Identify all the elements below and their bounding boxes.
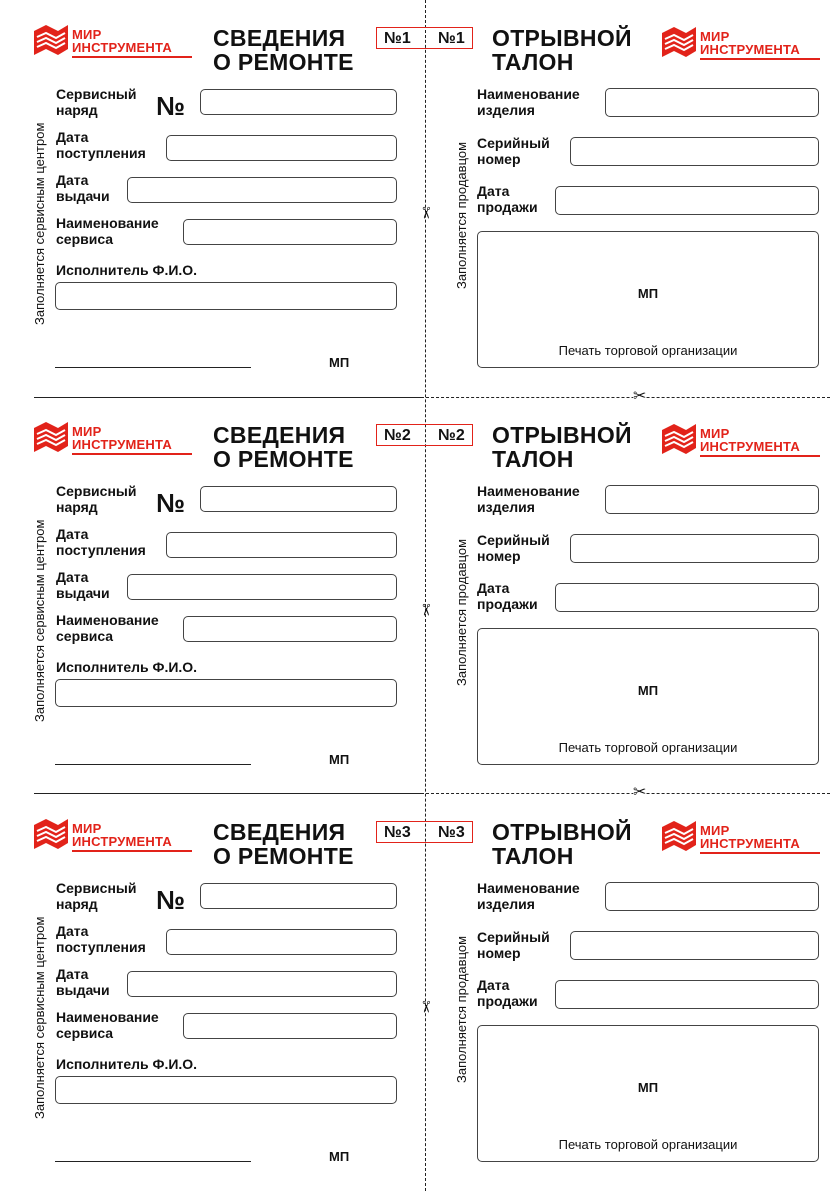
coupon-section-1 [0, 0, 839, 397]
coupon-title-line1: ОТРЫВНОЙ [492, 422, 632, 448]
issued-date-field[interactable] [127, 177, 397, 203]
repair-title-line2: О РЕМОНТЕ [213, 843, 354, 869]
repair-side-text: Заполняется сервисным центром [32, 916, 47, 1119]
service-order-label [56, 86, 136, 118]
brand-logo-icon [662, 27, 696, 57]
brand-logo [662, 424, 822, 460]
scissors-icon: ✂ [416, 603, 434, 617]
stamp-caption: Печать торговой организации [558, 1137, 738, 1152]
brand-logo [662, 821, 822, 857]
received-date-label [56, 923, 146, 955]
brand-logo [34, 819, 194, 855]
service-name-label [56, 1009, 159, 1041]
serial-number-label-line1: Серийный [477, 532, 550, 548]
repair-title-line1: СВЕДЕНИЯ [213, 819, 346, 845]
brand-name-line2: ИНСТРУМЕНТА [700, 439, 800, 454]
store-stamp-area[interactable] [477, 231, 819, 368]
store-stamp-area[interactable] [477, 1025, 819, 1162]
service-name-field[interactable] [183, 219, 397, 245]
coupon-number-left: №1 [384, 30, 411, 47]
executor-field[interactable] [55, 1076, 397, 1104]
received-date-label-line2: поступления [56, 542, 146, 558]
product-name-field[interactable] [605, 88, 819, 117]
brand-underline [72, 850, 192, 852]
brand-name-line1: МИР [700, 426, 730, 441]
issued-date-label-line2: выдачи [56, 188, 110, 204]
signature-line [55, 1161, 251, 1162]
brand-name-line1: МИР [700, 29, 730, 44]
issued-date-label-line1: Дата [56, 172, 89, 188]
sale-date-label [477, 977, 538, 1009]
received-date-label [56, 526, 146, 558]
serial-number-label [477, 929, 550, 961]
brand-logo [34, 422, 194, 458]
number-sign: № [156, 488, 185, 518]
coupon-title-line2: ТАЛОН [492, 843, 574, 869]
service-order-label-line2: наряд [56, 896, 98, 912]
sale-date-field[interactable] [555, 583, 819, 612]
issued-date-label [56, 569, 110, 601]
service-order-label-line2: наряд [56, 102, 98, 118]
product-name-label [477, 483, 580, 515]
coupon-number-box [376, 821, 473, 843]
service-name-label-line1: Наименование [56, 612, 159, 628]
service-name-field[interactable] [183, 616, 397, 642]
repair-title [213, 820, 354, 868]
serial-number-label-line1: Серийный [477, 929, 550, 945]
service-order-field[interactable] [200, 883, 397, 909]
repair-stamp-mark: МП [329, 752, 350, 767]
stamp-mark: МП [637, 683, 659, 698]
issued-date-label-line1: Дата [56, 569, 89, 585]
coupon-title-line1: ОТРЫВНОЙ [492, 25, 632, 51]
scissors-icon: ✂ [633, 784, 647, 801]
service-order-label-line1: Сервисный [56, 880, 137, 896]
sale-date-label [477, 580, 538, 612]
coupon-side-text: Заполняется продавцом [454, 141, 469, 289]
brand-name-line2: ИНСТРУМЕНТА [72, 834, 172, 849]
repair-title-line1: СВЕДЕНИЯ [213, 25, 346, 51]
service-name-label-line1: Наименование [56, 1009, 159, 1025]
product-name-label [477, 86, 580, 118]
brand-name-line1: МИР [72, 424, 102, 439]
received-date-label-line2: поступления [56, 145, 146, 161]
coupon-side-text: Заполняется продавцом [454, 538, 469, 686]
received-date-label [56, 129, 146, 161]
brand-name-line1: МИР [72, 27, 102, 42]
brand-logo-icon [662, 821, 696, 851]
coupon-section-2 [0, 397, 839, 794]
scissors-icon: ✂ [633, 388, 647, 405]
brand-name-line2: ИНСТРУМЕНТА [700, 836, 800, 851]
sale-date-field[interactable] [555, 186, 819, 215]
section-divider-line [34, 397, 424, 398]
service-name-label-line2: сервиса [56, 1025, 114, 1041]
received-date-label-line1: Дата [56, 129, 89, 145]
brand-logo [662, 27, 822, 63]
service-order-label-line1: Сервисный [56, 86, 137, 102]
issued-date-label [56, 172, 110, 204]
coupon-side-text: Заполняется продавцом [454, 935, 469, 1083]
serial-number-label-line2: номер [477, 151, 521, 167]
brand-logo [34, 25, 194, 61]
executor-label: Исполнитель Ф.И.О. [56, 1056, 198, 1072]
brand-name-line2: ИНСТРУМЕНТА [72, 40, 172, 55]
brand-underline [700, 58, 820, 60]
serial-number-label [477, 532, 550, 564]
coupon-title [492, 423, 632, 471]
coupon-number-left: №2 [384, 427, 411, 444]
coupon-title [492, 820, 632, 868]
sale-date-label-line2: продажи [477, 596, 538, 612]
product-name-label-line2: изделия [477, 499, 535, 515]
coupon-number-box [376, 424, 473, 446]
brand-underline [72, 56, 192, 58]
cut-line-dashed [426, 397, 830, 398]
sale-date-label-line2: продажи [477, 993, 538, 1009]
received-date-field[interactable] [166, 929, 397, 955]
repair-side-text: Заполняется сервисным центром [32, 519, 47, 722]
received-date-label-line2: поступления [56, 939, 146, 955]
executor-field[interactable] [55, 282, 397, 310]
received-date-field[interactable] [166, 532, 397, 558]
service-name-label [56, 612, 159, 644]
brand-underline [700, 852, 820, 854]
product-name-field[interactable] [605, 485, 819, 514]
received-date-field[interactable] [166, 135, 397, 161]
brand-name-line1: МИР [700, 823, 730, 838]
repair-stamp-mark: МП [329, 355, 350, 370]
coupon-title-line1: ОТРЫВНОЙ [492, 819, 632, 845]
cut-line-dashed [426, 793, 830, 794]
repair-side-text: Заполняется сервисным центром [32, 122, 47, 325]
serial-number-field[interactable] [570, 534, 819, 563]
issued-date-field[interactable] [127, 574, 397, 600]
coupon-number-right: №1 [438, 30, 465, 47]
number-sign: № [156, 91, 185, 121]
sale-date-label-line2: продажи [477, 199, 538, 215]
brand-name-line2: ИНСТРУМЕНТА [700, 42, 800, 57]
serial-number-label-line2: номер [477, 548, 521, 564]
coupon-title-line2: ТАЛОН [492, 49, 574, 75]
service-name-label-line1: Наименование [56, 215, 159, 231]
brand-logo-icon [662, 424, 696, 454]
scissors-icon: ✂ [416, 1000, 434, 1014]
executor-label: Исполнитель Ф.И.О. [56, 262, 198, 278]
service-name-label [56, 215, 159, 247]
repair-title-line2: О РЕМОНТЕ [213, 446, 354, 472]
brand-logo-icon [34, 422, 68, 452]
brand-logo-icon [34, 819, 68, 849]
product-name-label-line1: Наименование [477, 880, 580, 896]
section-divider-line [34, 793, 424, 794]
coupon-number-left: №3 [384, 824, 411, 841]
product-name-label-line2: изделия [477, 896, 535, 912]
repair-title-line2: О РЕМОНТЕ [213, 49, 354, 75]
received-date-label-line1: Дата [56, 923, 89, 939]
service-order-label-line1: Сервисный [56, 483, 137, 499]
service-name-label-line2: сервиса [56, 231, 114, 247]
sale-date-label-line1: Дата [477, 580, 510, 596]
brand-logo-icon [34, 25, 68, 55]
service-order-label [56, 880, 136, 912]
sale-date-label [477, 183, 538, 215]
coupon-section-3 [0, 794, 839, 1191]
issued-date-label-line2: выдачи [56, 585, 110, 601]
stamp-caption: Печать торговой организации [558, 740, 738, 755]
signature-line [55, 367, 251, 368]
number-sign: № [156, 885, 185, 915]
service-name-label-line2: сервиса [56, 628, 114, 644]
serial-number-field[interactable] [570, 137, 819, 166]
coupon-title-line2: ТАЛОН [492, 446, 574, 472]
product-name-field[interactable] [605, 882, 819, 911]
repair-title [213, 26, 354, 74]
stamp-mark: МП [637, 1080, 659, 1095]
sale-date-label-line1: Дата [477, 183, 510, 199]
serial-number-label-line2: номер [477, 945, 521, 961]
issued-date-label-line1: Дата [56, 966, 89, 982]
repair-title [213, 423, 354, 471]
issued-date-label [56, 966, 110, 998]
executor-label: Исполнитель Ф.И.О. [56, 659, 198, 675]
serial-number-label-line1: Серийный [477, 135, 550, 151]
stamp-mark: МП [637, 286, 659, 301]
issued-date-field[interactable] [127, 971, 397, 997]
store-stamp-area[interactable] [477, 628, 819, 765]
product-name-label-line1: Наименование [477, 483, 580, 499]
stamp-caption: Печать торговой организации [558, 343, 738, 358]
serial-number-label [477, 135, 550, 167]
brand-underline [700, 455, 820, 457]
product-name-label-line1: Наименование [477, 86, 580, 102]
scissors-icon: ✂ [416, 206, 434, 220]
service-order-label [56, 483, 136, 515]
coupon-number-box [376, 27, 473, 49]
service-name-field[interactable] [183, 1013, 397, 1039]
coupon-number-right: №2 [438, 427, 465, 444]
serial-number-field[interactable] [570, 931, 819, 960]
product-name-label [477, 880, 580, 912]
signature-line [55, 764, 251, 765]
product-name-label-line2: изделия [477, 102, 535, 118]
brand-name-line2: ИНСТРУМЕНТА [72, 437, 172, 452]
coupon-title [492, 26, 632, 74]
repair-stamp-mark: МП [329, 1149, 350, 1164]
sale-date-field[interactable] [555, 980, 819, 1009]
service-order-label-line2: наряд [56, 499, 98, 515]
service-order-field[interactable] [200, 89, 397, 115]
coupon-number-right: №3 [438, 824, 465, 841]
brand-name-line1: МИР [72, 821, 102, 836]
service-order-field[interactable] [200, 486, 397, 512]
issued-date-label-line2: выдачи [56, 982, 110, 998]
received-date-label-line1: Дата [56, 526, 89, 542]
brand-underline [72, 453, 192, 455]
executor-field[interactable] [55, 679, 397, 707]
repair-title-line1: СВЕДЕНИЯ [213, 422, 346, 448]
sale-date-label-line1: Дата [477, 977, 510, 993]
